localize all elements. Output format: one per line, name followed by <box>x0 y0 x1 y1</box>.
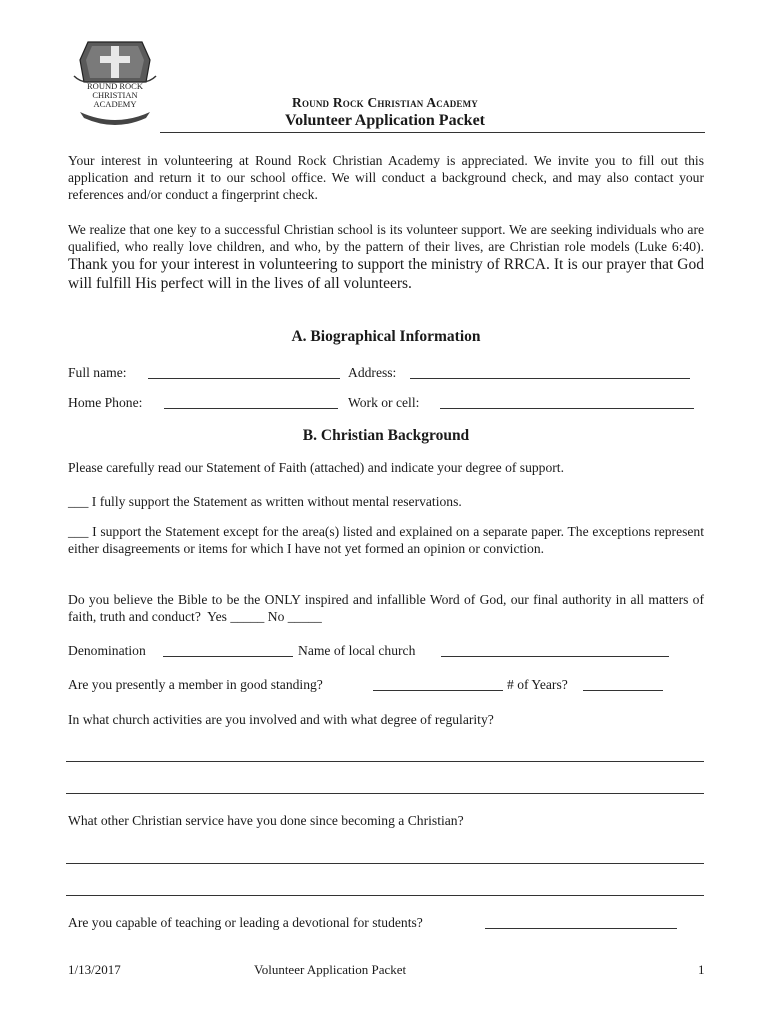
bible-question-text: Do you believe the Bible to be the ONLY inspired and infallible Word of God, our final authority in all matters of faith, truth and conduct? <box>68 592 704 624</box>
section-b-title: B. Christian Background <box>302 427 470 444</box>
logo-text-line-2: CHRISTIAN <box>92 90 138 100</box>
statement-option-partial[interactable]: ___ I support the Statement except for the area(s) listed and explained on a separate paper. The exceptions represent either disagreements or items for which I have not yet formed an opinion or conviction. <box>68 524 704 556</box>
statement-intro: Please carefully read our Statement of Faith (attached) and indicate your degree of support. <box>68 460 564 475</box>
footer-page-number: 1 <box>698 962 705 977</box>
school-name: Round Rock Christian Academy <box>292 95 478 110</box>
header-divider <box>160 132 705 133</box>
years-label: # of Years? <box>507 677 568 692</box>
activities-answer-line-2[interactable] <box>66 793 704 794</box>
service-answer-line-2[interactable] <box>66 895 704 896</box>
footer-title: Volunteer Application Packet <box>254 962 407 977</box>
member-label: Are you presently a member in good standing? <box>68 677 323 692</box>
section-a-title: A. Biographical Information <box>291 328 481 345</box>
service-question: What other Christian service have you done since becoming a Christian? <box>68 813 464 828</box>
bible-yes-field[interactable]: Yes _____ <box>207 609 265 624</box>
years-input-line[interactable] <box>583 678 663 691</box>
packet-title: Volunteer Application Packet <box>284 112 485 129</box>
address-input-line[interactable] <box>410 366 690 379</box>
work-cell-label: Work or cell: <box>348 395 420 410</box>
intro-paragraph-2 <box>68 221 704 293</box>
footer-date: 1/13/2017 <box>68 962 121 977</box>
full-name-label: Full name: <box>68 365 127 380</box>
denomination-input-line[interactable] <box>163 644 293 657</box>
denomination-label: Denomination <box>68 643 146 658</box>
logo-text-line-1: ROUND ROCK <box>87 81 143 91</box>
home-phone-input-line[interactable] <box>164 396 338 409</box>
full-name-input-line[interactable] <box>148 366 340 379</box>
bible-question <box>68 591 704 625</box>
address-label: Address: <box>348 365 397 380</box>
devotional-input-line[interactable] <box>485 916 677 929</box>
home-phone-label: Home Phone: <box>68 395 143 410</box>
devotional-question: Are you capable of teaching or leading a devotional for students? <box>68 915 423 930</box>
local-church-label: Name of local church <box>298 643 416 658</box>
school-logo <box>70 36 160 128</box>
member-input-line[interactable] <box>373 678 503 691</box>
service-answer-line-1[interactable] <box>66 863 704 864</box>
statement-option-full[interactable]: ___ I fully support the Statement as written without mental reservations. <box>68 494 462 509</box>
activities-question: In what church activities are you involved and with what degree of regularity? <box>68 712 494 727</box>
bible-no-field[interactable]: No _____ <box>267 609 322 624</box>
intro-paragraph-2-large-text: Thank you for your interest in volunteering to support the ministry of RRCA. It is our prayer that God will fulfill His perfect will in the lives of all volunteers. <box>68 256 704 292</box>
intro-paragraph-1: Your interest in volunteering at Round Rock Christian Academy is appreciated. We invite you to fill out this application and return it to our school office. We will conduct a background check, and may also contact your references and/or conduct a fingerprint check. <box>68 153 704 202</box>
logo-text-line-3: ACADEMY <box>93 99 137 109</box>
intro-paragraph-2-text: We realize that one key to a successful Christian school is its volunteer support. We are seeking individuals who are qualified, who really love children, and who, by the pattern of their lives, are Christian role models (Luke 6:40). <box>68 222 704 254</box>
activities-answer-line-1[interactable] <box>66 761 704 762</box>
work-cell-input-line[interactable] <box>440 396 694 409</box>
local-church-input-line[interactable] <box>441 644 669 657</box>
